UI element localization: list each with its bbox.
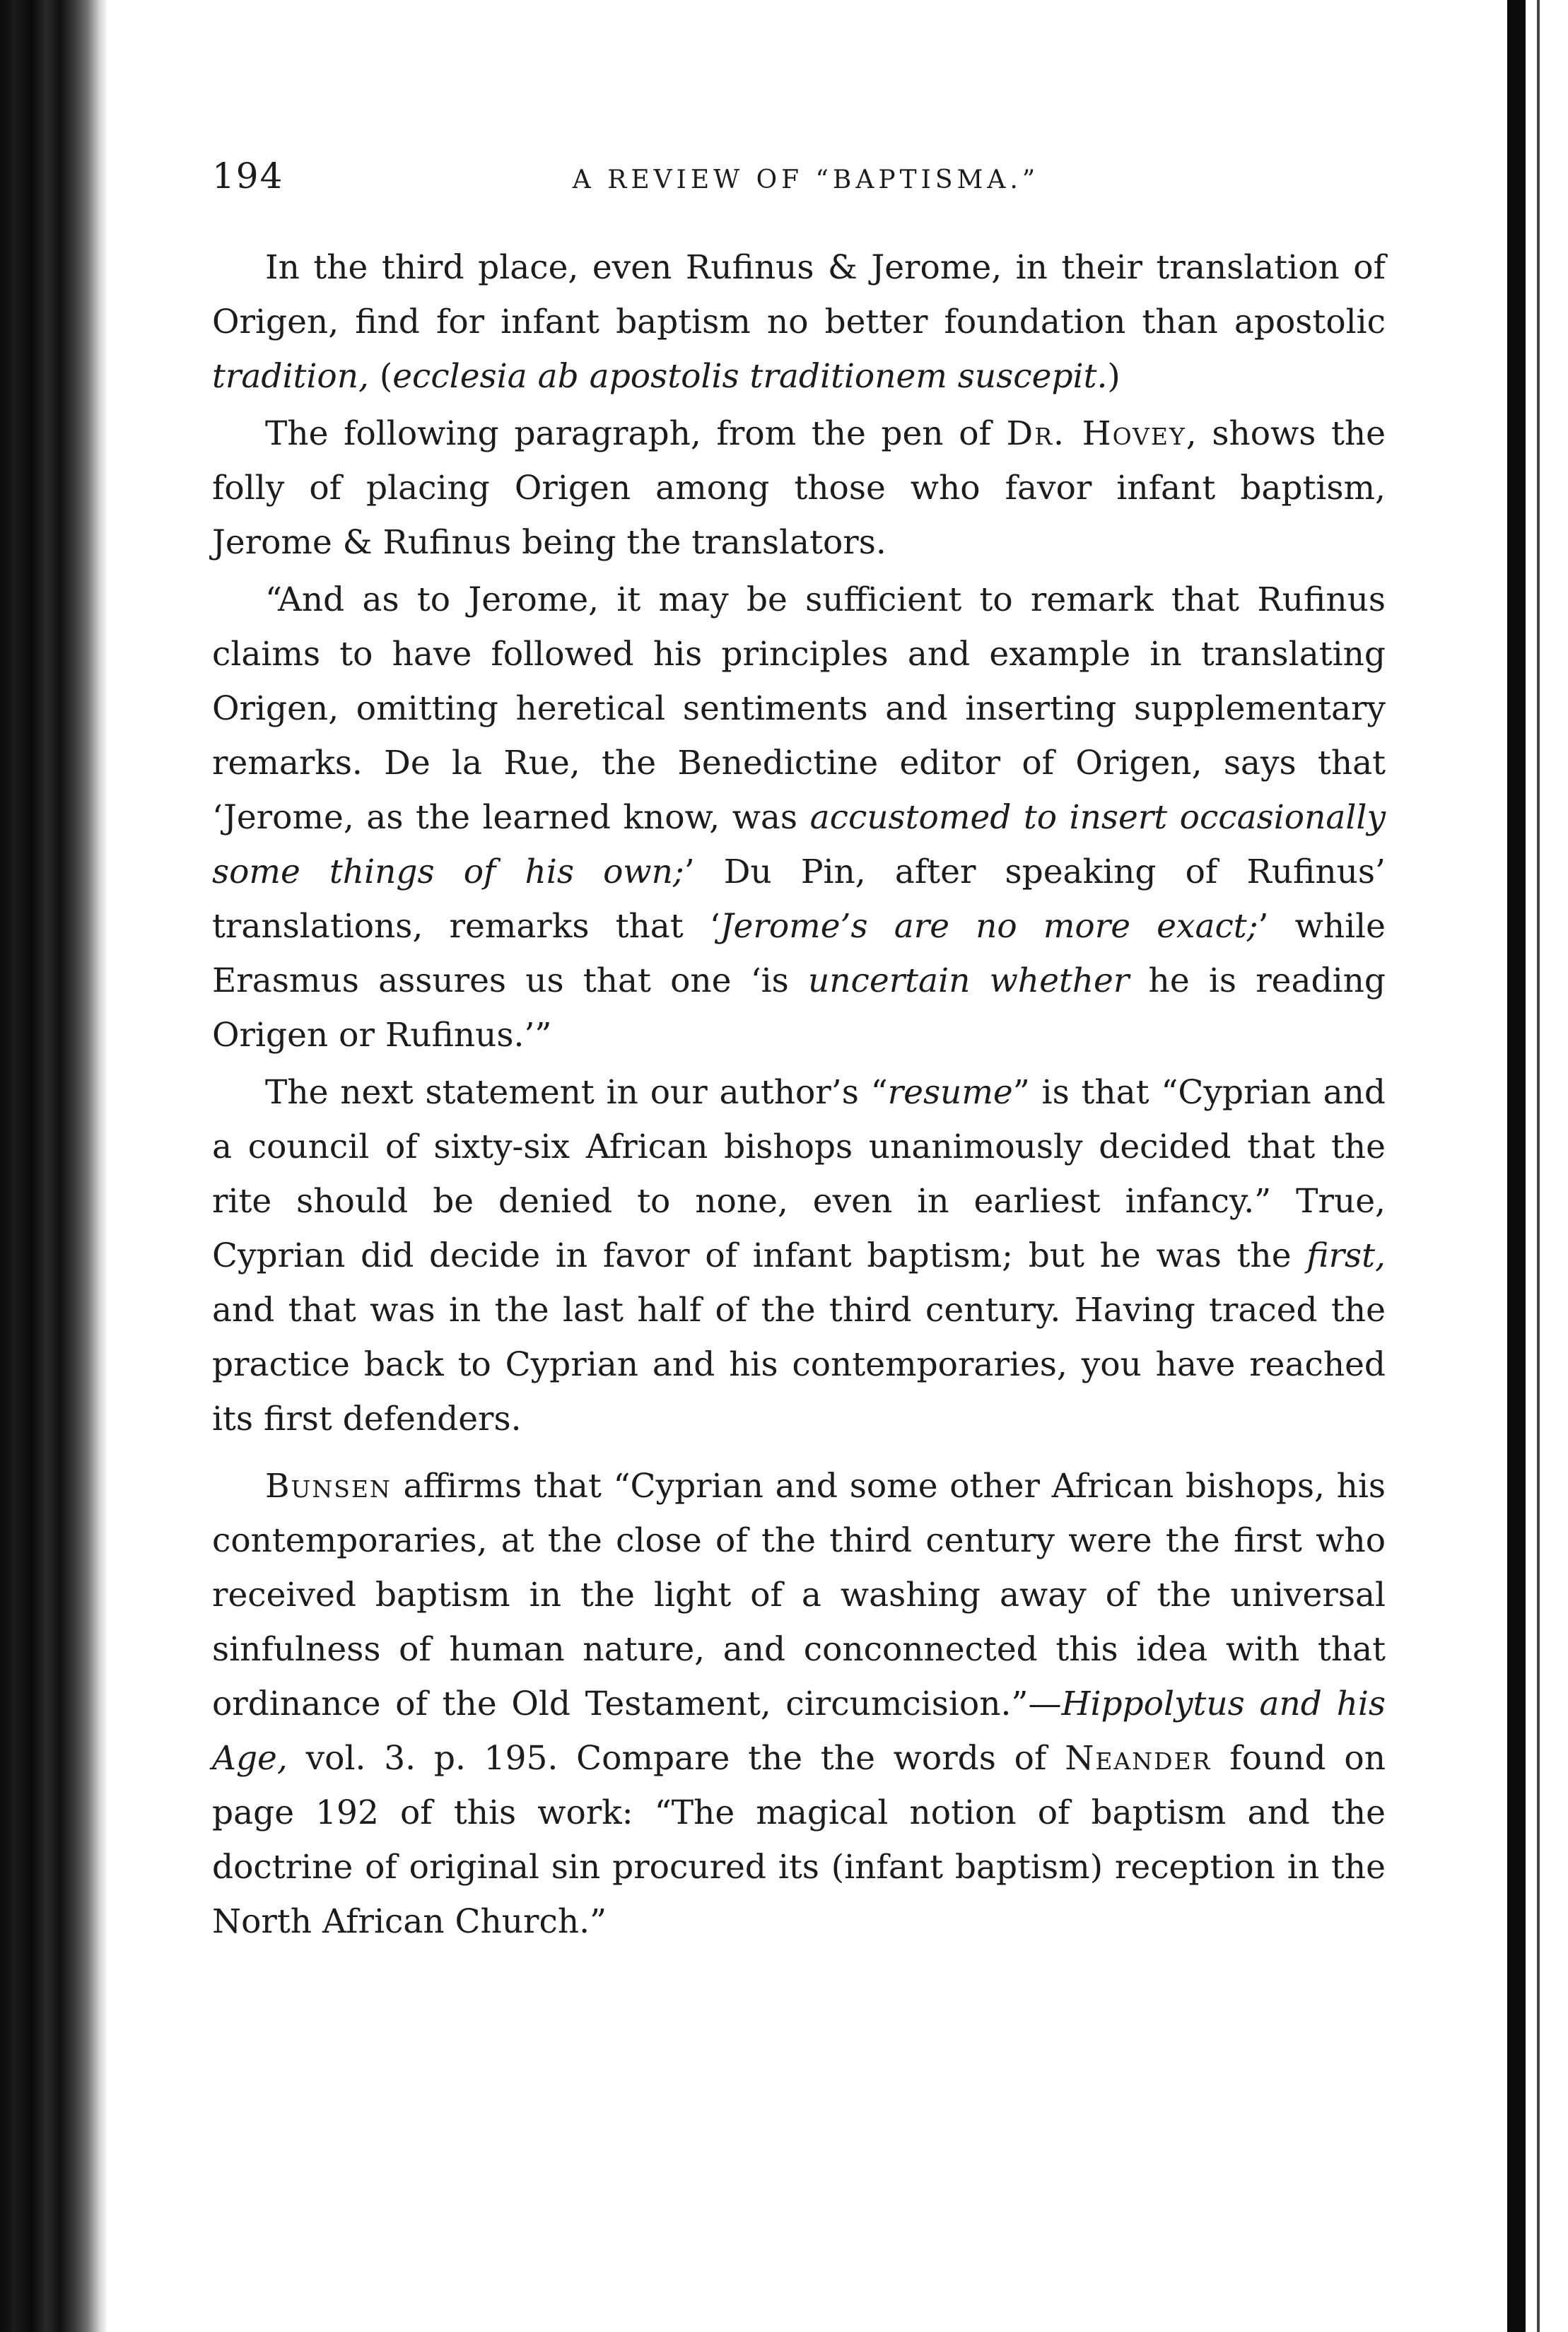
italic-text: tradition, <box>212 357 369 396</box>
page-number: 194 <box>212 156 284 197</box>
small-caps-name: Dr. Hovey <box>1006 414 1186 453</box>
text-run: he is reading Origen or Rufinus.’” <box>212 961 1386 1055</box>
text-run: The next statement in our author’s “ <box>265 1073 888 1112</box>
italic-text: resume <box>887 1073 1013 1112</box>
italic-text: accustomed to insert occasionally some things of his own; <box>212 798 1386 891</box>
page-body <box>212 240 1386 1949</box>
italic-text: first, <box>1306 1236 1386 1275</box>
paragraph <box>212 406 1386 570</box>
text-run: affirms that “Cyprian and some other African bishops, his contemporaries, at the close of the third century were the first who received baptism in the light of a washing away of the universal sinfulness of human nature, and conconnected this idea with that ordinance of the Old Testament, circumcision.”— <box>212 1467 1386 1723</box>
book-binding-gutter <box>0 0 106 2332</box>
small-caps-name: Neander <box>1065 1739 1212 1778</box>
italic-text: Jerome’s are no more exact; <box>720 907 1258 946</box>
text-run: , shows the folly of placing Origen among those who favor infant baptism, Jerome & Rufinus being the translators. <box>212 414 1386 562</box>
book-page <box>212 156 1386 1949</box>
text-run: and that was in the last half of the third century. Having traced the practice back to Cyprian and his contemporaries, you have reached its first defenders. <box>212 1291 1386 1439</box>
text-run: “And as to Jerome, it may be sufficient to remark that Rufinus claims to have followed his principles and example in translating Origen, omitting heretical sentiments and inserting supplementary remarks. De la Rue, the Benedictine editor of Origen, says that ‘Jerome, as the learned know, was <box>212 580 1386 837</box>
italic-text: uncertain whether <box>808 961 1130 1000</box>
text-run: In the third place, even Rufinus & Jerome, in their translation of Origen, find for infant baptism no better foundation than apostolic <box>212 248 1386 341</box>
page-header <box>212 156 1386 226</box>
italic-text: Hippolytus and his Age, <box>212 1684 1386 1778</box>
text-run: ( <box>368 357 393 396</box>
text-run: ’ while Erasmus assures us that one ‘is <box>212 907 1386 1000</box>
italic-text: ecclesia ab apostolis traditionem suscepit. <box>392 357 1108 396</box>
running-head: A REVIEW OF “BAPTISMA.” <box>572 165 1040 194</box>
paragraph <box>212 573 1386 1062</box>
text-run: vol. 3. p. 195. Compare the the words of <box>287 1739 1065 1778</box>
text-run: found on page 192 of this work: “The magical notion of baptism and the doctrine of original sin procured its (infant baptism) reception in the North African Church.” <box>212 1739 1386 1941</box>
paragraph <box>212 1459 1386 1949</box>
text-run: The following paragraph, from the pen of <box>265 414 1007 453</box>
text-run: ’ Du Pin, after speaking of Rufinus’ translations, remarks that ‘ <box>212 852 1386 946</box>
small-caps-name: Bunsen <box>265 1467 392 1506</box>
paragraph <box>212 240 1386 404</box>
text-run: ) <box>1107 357 1121 396</box>
text-run: ” is that “Cyprian and a council of sixty-six African bishops unanimously decided that the rite should be denied to none, even in earliest infancy.” True, Cyprian did decide in favor of infant baptism; but he was the <box>212 1073 1386 1275</box>
paragraph <box>212 1065 1386 1446</box>
page-edge <box>1490 0 1568 2332</box>
